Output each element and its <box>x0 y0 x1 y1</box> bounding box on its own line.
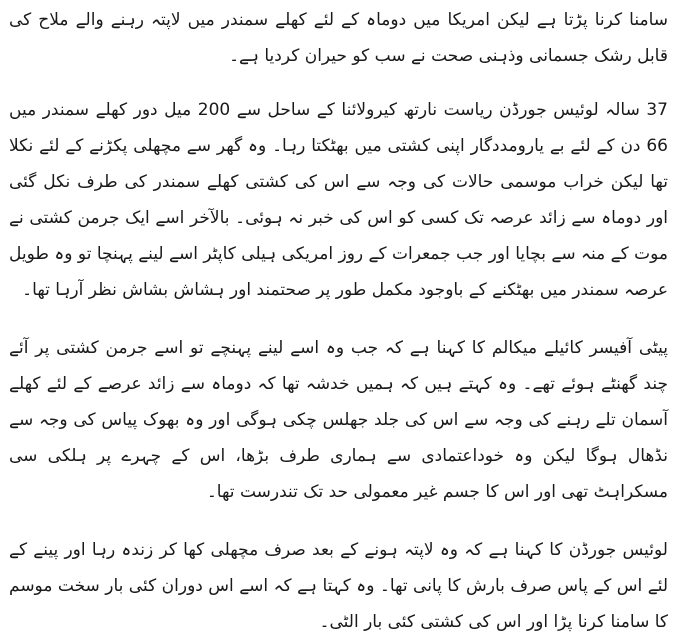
article-paragraph: پیٹی آفیسر کائیلے میکالم کا کہنا ہے کہ جب وہ اسے لینے پہنچے تو اسے جرمن کشتی پر آئے چند گھنٹے ہوئے تھے۔ وہ کہتے ہیں کہ ہمیں خدشہ تھا کہ دوماہ سے زائد عرصے کے لئے کھلے آسمان تلے رہنے کی وجہ سے اس کی جلد جھلس چکی ہوگی اور وہ بھوک پیاس کی وجہ سے نڈھال ہوگا لیکن وہ خوداعتمادی سے ہماری طرف بڑھا، اس کے چہرے پر ہلکی سی مسکراہٹ تھی اور اس کا جسم غیر معمولی حد تک تندرست تھا۔ <box>9 338 668 502</box>
article-paragraph: سامنا کرنا پڑتا ہے لیکن امریکا میں دوماہ کے لئے کھلے سمندر میں لاپتہ رہنے والے ملاح کی قابل رشک جسمانی وذہنی صحت نے سب کو حیران کردیا ہے۔ <box>9 10 668 66</box>
article-paragraph: لوئیس جورڈن کا کہنا ہے کہ وہ لاپتہ ہونے کے بعد صرف مچھلی کھا کر زندہ رہا اور پینے کے لئے اس کے پاس صرف بارش کا پانی تھا۔ وہ کہتا ہے کہ اسے اس دوران کئی بار سخت موسم کا سامنا کرنا پڑا اور اس کی کشتی کئی بار الٹی۔ <box>9 540 668 632</box>
article-paragraph: 37 سالہ لوئیس جورڈن ریاست نارتھ کیرولائنا کے ساحل سے 200 میل دور کھلے سمندر میں 66 دن کے لئے بے یارومددگار اپنی کشتی میں بھٹکتا رہا۔ وہ گھر سے مچھلی پکڑنے کے لئے نکلا تھا لیکن خراب موسمی حالات کی وجہ سے اس کی کشتی کھلے سمندر کی طرف نکل گئی اور دوماہ سے زائد عرصہ تک کسی کو اس کی خبر نہ ہوئی۔ بالآخر اسے ایک جرمن کشتی نے موت کے منہ سے بچایا اور جب جمعرات کے روز امریکی ہیلی کاپٹر اسے لینے پہنچا تو وہ طویل عرصہ سمندر میں بھٹکنے کے باوجود مکمل طور پر صحتمند اور ہشاش بشاش نظر آرہا تھا۔ <box>9 100 668 300</box>
